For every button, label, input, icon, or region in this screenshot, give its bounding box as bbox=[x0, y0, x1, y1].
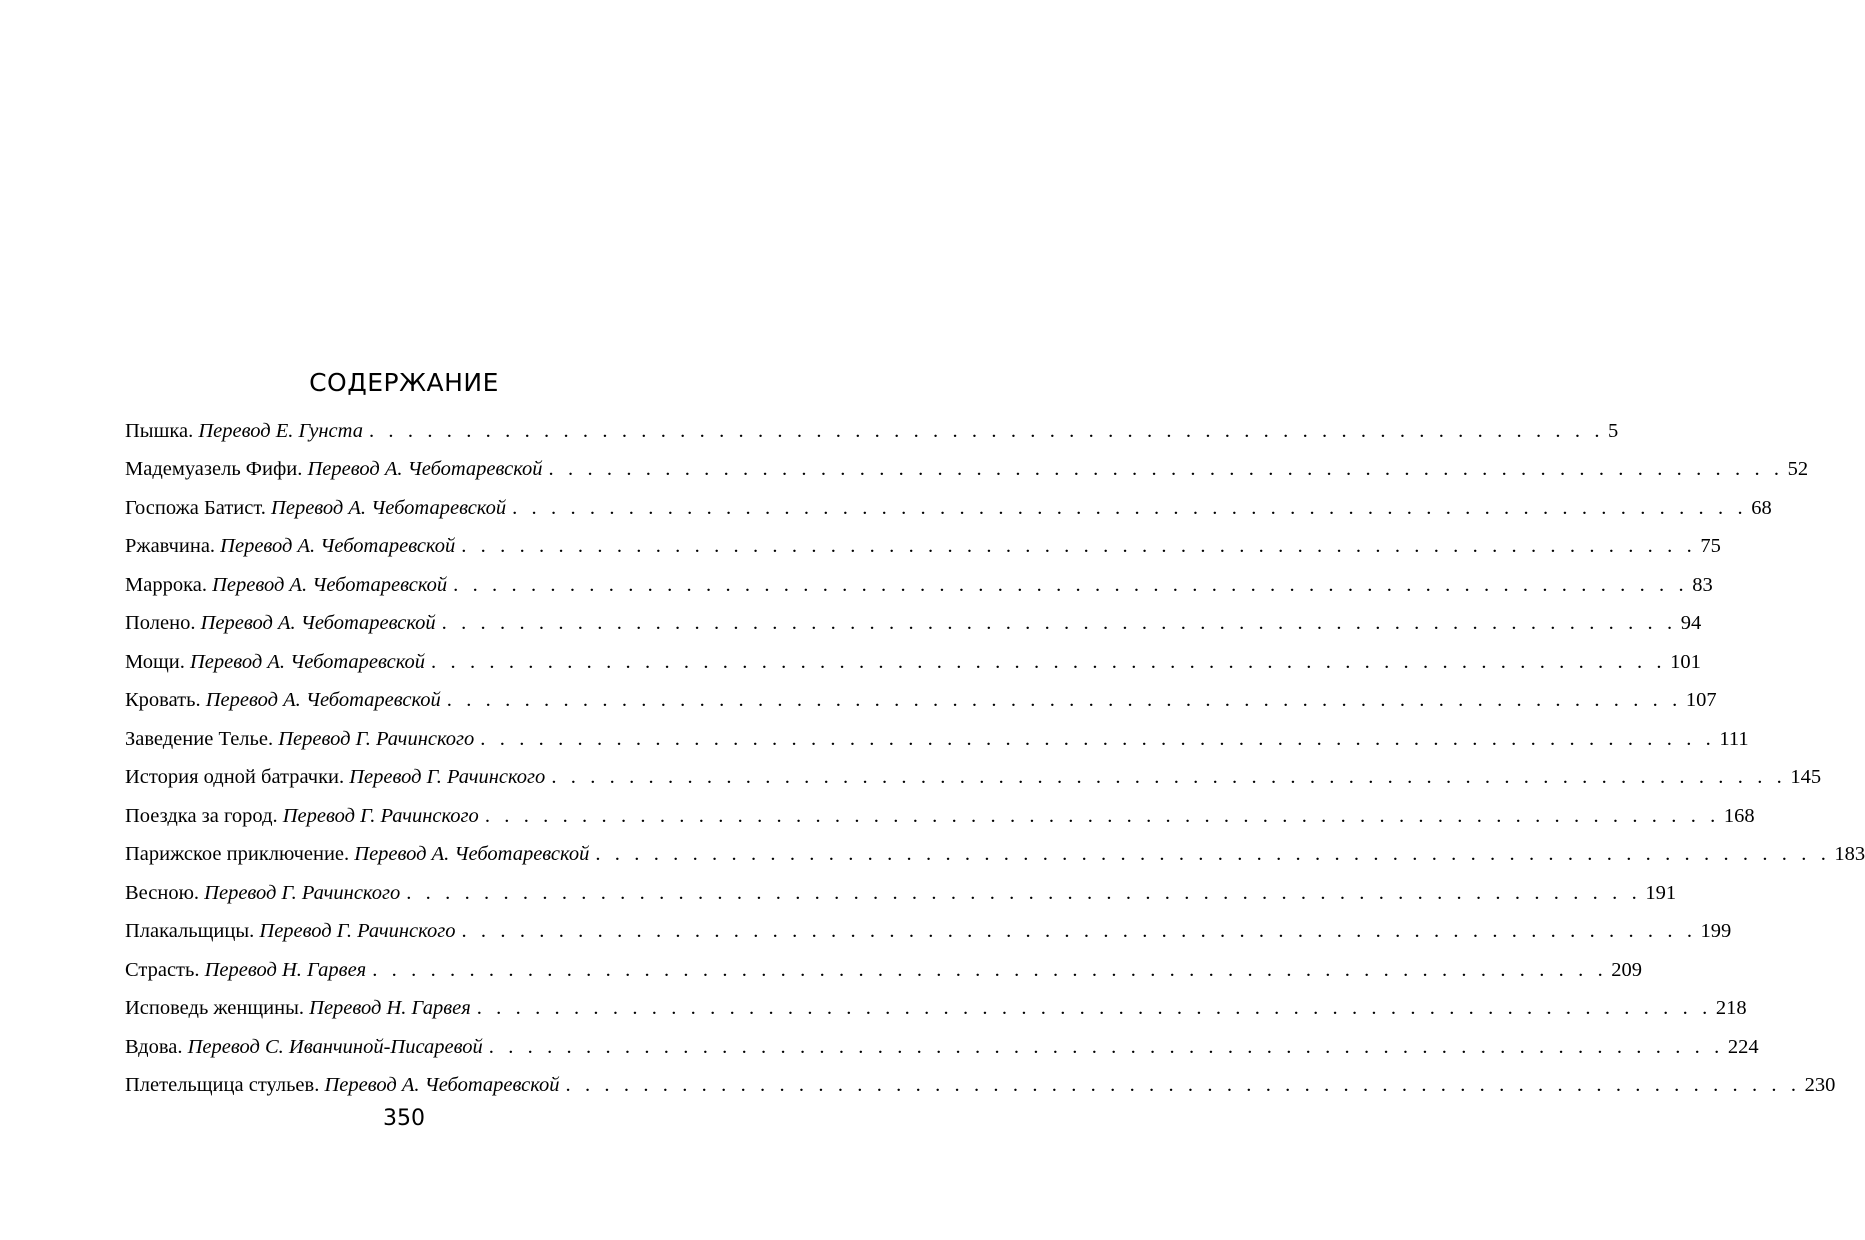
toc-entry bbox=[125, 720, 1749, 759]
dot-leader: . . . . . . . . . . . . . . . . . . . . . . . . . . . . . . . . . . . . . . . . . . . . . . . . . . . . . . . . . . . . . . . . bbox=[431, 650, 1667, 673]
entry-title-line bbox=[125, 843, 589, 866]
entry-page: 52 bbox=[1787, 458, 1809, 481]
toc-entry bbox=[125, 412, 1619, 451]
entry-title-line bbox=[125, 420, 363, 443]
entry-page: 145 bbox=[1790, 766, 1822, 789]
dot-leader: . . . . . . . . . . . . . . . . . . . . . . . . . . . . . . . . . . . . . . . . . . . . . . . . . . . . . . . . . . . . . . . . bbox=[548, 458, 1784, 481]
entry-page: 199 bbox=[1700, 920, 1732, 943]
entry-page: 224 bbox=[1727, 1035, 1759, 1058]
toc-entry bbox=[125, 759, 1822, 798]
entry-translator: Перевод Г. Рачинского bbox=[349, 766, 546, 789]
entry-title-line bbox=[125, 766, 545, 789]
toc-entry bbox=[125, 451, 1809, 490]
entry-title-line bbox=[125, 997, 471, 1020]
entry-title: Исповедь женщины. bbox=[125, 997, 305, 1020]
entry-title: Парижское приключение. bbox=[125, 843, 350, 866]
entry-page: 191 bbox=[1645, 881, 1677, 904]
entry-translator: Перевод А. Чеботаревской bbox=[189, 650, 426, 673]
entry-page: 107 bbox=[1685, 689, 1717, 712]
entry-title-line bbox=[125, 689, 441, 712]
entry-title-line bbox=[125, 882, 400, 905]
entry-translator: Перевод А. Чеботаревской bbox=[307, 458, 543, 481]
dot-leader: . . . . . . . . . . . . . . . . . . . . . . . . . . . . . . . . . . . . . . . . . . . . . . . . . . . . . . . . . . . . . . . . bbox=[488, 1035, 1724, 1058]
entry-title-line bbox=[125, 458, 543, 481]
toc-entry bbox=[125, 1028, 1759, 1067]
entry-translator: Перевод А. Чеботаревской bbox=[205, 689, 441, 712]
entry-translator: Перевод Г. Рачинского bbox=[278, 727, 475, 750]
entry-title: Поездка за город. bbox=[125, 804, 278, 827]
contents-heading: СОДЕРЖАНИЕ bbox=[309, 368, 499, 397]
dot-leader: . . . . . . . . . . . . . . . . . . . . . . . . . . . . . . . . . . . . . . . . . . . . . . . . . . . . . . . . . . . . . . . . bbox=[441, 612, 1677, 635]
entry-title: Вдова. bbox=[125, 1035, 183, 1058]
dot-leader: . . . . . . . . . . . . . . . . . . . . . . . . . . . . . . . . . . . . . . . . . . . . . . . . . . . . . . . . . . . . . . . . bbox=[372, 958, 1608, 981]
dot-leader: . . . . . . . . . . . . . . . . . . . . . . . . . . . . . . . . . . . . . . . . . . . . . . . . . . . . . . . . . . . . . . . . bbox=[461, 920, 1697, 943]
entry-title: Мадемуазель Фифи. bbox=[125, 458, 303, 481]
entry-title-line bbox=[125, 1074, 560, 1097]
toc-entry bbox=[125, 836, 1865, 875]
toc-entry bbox=[125, 682, 1717, 721]
entry-title-line bbox=[125, 612, 436, 635]
entry-translator: Перевод С. Иванчиной-Писаревой bbox=[187, 1035, 483, 1058]
entry-title: Ржавчина. bbox=[125, 535, 216, 558]
toc-entry bbox=[125, 913, 1732, 952]
dot-leader: . . . . . . . . . . . . . . . . . . . . . . . . . . . . . . . . . . . . . . . . . . . . . . . . . . . . . . . . . . . . . . . . bbox=[512, 496, 1748, 519]
entry-title: Плетельщица стульев. bbox=[125, 1074, 320, 1097]
dot-leader: . . . . . . . . . . . . . . . . . . . . . . . . . . . . . . . . . . . . . . . . . . . . . . . . . . . . . . . . . . . . . . . . bbox=[476, 997, 1712, 1020]
entry-translator: Перевод Е. Гунста bbox=[198, 419, 363, 442]
toc-entry bbox=[125, 951, 1643, 990]
dot-leader: . . . . . . . . . . . . . . . . . . . . . . . . . . . . . . . . . . . . . . . . . . . . . . . . . . . . . . . . . . . . . . . . bbox=[461, 535, 1697, 558]
entry-translator: Перевод А. Чеботаревской bbox=[212, 573, 448, 596]
dot-leader: . . . . . . . . . . . . . . . . . . . . . . . . . . . . . . . . . . . . . . . . . . . . . . . . . . . . . . . . . . . . . . . . bbox=[484, 804, 1720, 827]
entry-title-line bbox=[125, 920, 455, 943]
entry-page: 5 bbox=[1608, 419, 1619, 442]
entry-translator: Перевод А. Чеботаревской bbox=[200, 612, 436, 635]
entry-title-line bbox=[125, 805, 479, 828]
entry-title: История одной батрачки. bbox=[125, 766, 345, 789]
entry-page: 111 bbox=[1719, 727, 1749, 750]
dot-leader: . . . . . . . . . . . . . . . . . . . . . . . . . . . . . . . . . . . . . . . . . . . . . . . . . . . . . . . . . . . . . . . . bbox=[406, 881, 1642, 904]
entry-translator: Перевод А. Чеботаревской bbox=[271, 496, 507, 519]
dot-leader: . . . . . . . . . . . . . . . . . . . . . . . . . . . . . . . . . . . . . . . . . . . . . . . . . . . . . . . . . . . . . . . . bbox=[480, 727, 1716, 750]
dot-leader: . . . . . . . . . . . . . . . . . . . . . . . . . . . . . . . . . . . . . . . . . . . . . . . . . . . . . . . . . . . . . . . . bbox=[565, 1074, 1801, 1097]
entry-translator: Перевод А. Чеботаревской bbox=[220, 535, 456, 558]
entry-title: Плакальщицы. bbox=[125, 920, 255, 943]
toc-entry bbox=[125, 566, 1713, 605]
entry-title-line bbox=[125, 1036, 483, 1059]
entry-page: 183 bbox=[1834, 843, 1865, 866]
entry-page: 168 bbox=[1723, 804, 1755, 827]
entry-page: 218 bbox=[1715, 997, 1747, 1020]
entry-title: Весною. bbox=[125, 881, 200, 904]
toc-entry bbox=[125, 797, 1755, 836]
entry-page: 75 bbox=[1700, 535, 1721, 558]
entry-page: 68 bbox=[1751, 496, 1772, 519]
entry-title-line bbox=[125, 959, 366, 982]
toc-entry bbox=[125, 605, 1702, 644]
entry-translator: Перевод Г. Рачинского bbox=[282, 804, 479, 827]
entry-translator: Перевод А. Чеботаревской bbox=[354, 843, 590, 866]
entry-translator: Перевод А. Чеботаревской bbox=[324, 1074, 560, 1097]
entry-title: Маррока. bbox=[125, 573, 207, 596]
dot-leader: . . . . . . . . . . . . . . . . . . . . . . . . . . . . . . . . . . . . . . . . . . . . . . . . . . . . . . . . . . . . . . . . bbox=[453, 573, 1689, 596]
entry-title-line bbox=[125, 728, 474, 751]
dot-leader: . . . . . . . . . . . . . . . . . . . . . . . . . . . . . . . . . . . . . . . . . . . . . . . . . . . . . . . . . . . . . . . . bbox=[551, 766, 1787, 789]
toc-entry bbox=[125, 489, 1772, 528]
entry-title: Кровать. bbox=[125, 689, 201, 712]
entry-translator: Перевод Г. Рачинского bbox=[259, 920, 456, 943]
toc-entry bbox=[125, 990, 1747, 1029]
entry-translator: Перевод Н. Гарвея bbox=[204, 958, 367, 981]
page-number: 350 bbox=[383, 1106, 425, 1131]
entry-title: Госпожа Батист. bbox=[125, 496, 266, 519]
toc-entry bbox=[125, 874, 1677, 913]
toc-entry bbox=[125, 643, 1701, 682]
entry-page: 94 bbox=[1680, 612, 1702, 635]
entry-title-line bbox=[125, 535, 455, 558]
table-of-contents bbox=[125, 412, 1865, 1105]
entry-title-line bbox=[125, 497, 506, 520]
entry-translator: Перевод Н. Гарвея bbox=[309, 997, 471, 1020]
entry-title: Полено. bbox=[125, 612, 196, 635]
entry-page: 83 bbox=[1692, 573, 1713, 596]
dot-leader: . . . . . . . . . . . . . . . . . . . . . . . . . . . . . . . . . . . . . . . . . . . . . . . . . . . . . . . . . . . . . . . . bbox=[595, 843, 1831, 866]
entry-translator: Перевод Г. Рачинского bbox=[204, 881, 401, 904]
entry-title: Пышка. bbox=[125, 419, 194, 442]
entry-title: Мощи. bbox=[125, 650, 185, 673]
entry-title-line bbox=[125, 651, 425, 674]
dot-leader: . . . . . . . . . . . . . . . . . . . . . . . . . . . . . . . . . . . . . . . . . . . . . . . . . . . . . . . . . . . . . . . . bbox=[446, 689, 1682, 712]
entry-title: Страсть. bbox=[125, 958, 200, 981]
entry-page: 230 bbox=[1804, 1074, 1836, 1097]
toc-entry bbox=[125, 1067, 1836, 1106]
dot-leader: . . . . . . . . . . . . . . . . . . . . . . . . . . . . . . . . . . . . . . . . . . . . . . . . . . . . . . . . . . . . . . . . bbox=[368, 419, 1605, 442]
toc-entry bbox=[125, 528, 1721, 567]
entry-page: 209 bbox=[1611, 958, 1643, 981]
entry-page: 101 bbox=[1670, 650, 1701, 673]
entry-title: Заведение Телье. bbox=[125, 727, 274, 750]
entry-title-line bbox=[125, 574, 447, 597]
